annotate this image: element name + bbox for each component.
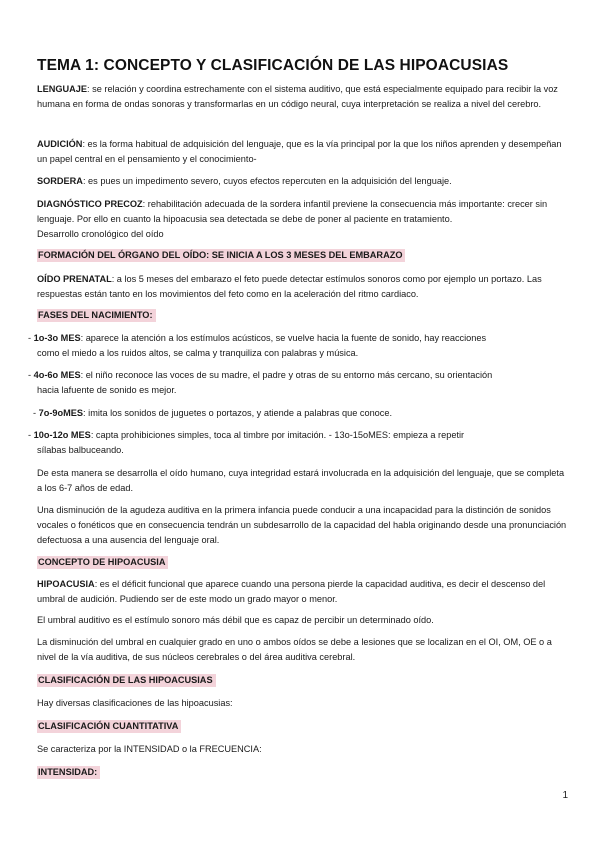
- text-fase-3: : imita los sonidos de juguetes o portazos, y atiende a palabras que conoce.: [83, 408, 393, 418]
- text-hipoacusia: : es el déficit funcional que aparece cuando una persona pierde la capacidad auditiva, es decir el descenso del umbral de audición. Pudiendo ser de este modo un grado mayor o menor.: [37, 579, 546, 605]
- heading-concepto: CONCEPTO DE HIPOACUSIA: [37, 556, 168, 569]
- page-number: 1: [562, 790, 568, 801]
- heading-intensidad: INTENSIDAD:: [37, 766, 100, 779]
- term-lenguaje: LENGUAJE: [37, 84, 88, 94]
- text-diagnostico: : rehabilitación adecuada de la sordera infantil previene la consecuencia más importante: crecer sin lenguaje. Por ello en cuanto la hipoacusia sea detectada se debe de poner al paciente en tratamiento.: [37, 199, 548, 225]
- term-sordera: SORDERA: [37, 176, 83, 186]
- paragraph-hipoacusia: [37, 577, 567, 607]
- list-item-fase-4: [28, 428, 568, 458]
- heading-formacion: FORMACIÓN DEL ÓRGANO DEL OÍDO: SE INICIA A LOS 3 MESES DEL EMBARAZO: [37, 249, 405, 262]
- text-fase-1: : aparece la atención a los estímulos acústicos, se vuelve hacia la fuente de sonido, hay reacciones: [80, 333, 487, 343]
- paragraph-disminucion: Una disminución de la agudeza auditiva en la primera infancia puede conducir a una incapacidad para la distinción de sonidos vocales o fonéticos que en consecuencia tendrán un subdesarrollo de la capacidad del habla originando desde una pronunciación defectuosa a una ausencia del lenguaje oral.: [37, 505, 567, 546]
- paragraph-sordera: [37, 174, 567, 189]
- text-fase-2: : el niño reconoce las voces de su madre, el padre y otras de su entorno más cercano, su orientación: [80, 370, 493, 380]
- dash-3: -: [33, 408, 37, 418]
- list-item-fase-2: [28, 368, 568, 398]
- text-desarrollo-cronologico: Desarrollo cronológico del oído: [37, 229, 164, 240]
- term-audicion: AUDICIÓN: [37, 139, 83, 149]
- text-audicion: : es la forma habitual de adquisición del lenguaje, que es la vía principal por la que los niños aprenden y desempeñan un papel central en el pensamiento y el conocimiento-: [37, 139, 562, 165]
- text-lenguaje: : se relación y coordina estrechamente con el sistema auditivo, que está especialmente equipado para recibir la voz humana en forma de ondas sonoras y transformarlas en un código neural, cuya interpretación se realiza a nivel del cerebro.: [37, 84, 558, 110]
- term-diagnostico: DIAGNÓSTICO PRECOZ: [37, 199, 143, 209]
- cont-fase-2: hacia lafuente de sonido es mejor.: [37, 385, 177, 396]
- list-item-fase-1: [28, 331, 568, 361]
- term-oido-prenatal: OÍDO PRENATAL: [37, 274, 112, 284]
- text-sordera: : es pues un impedimento severo, cuyos efectos repercuten en la adquisición del lenguaje.: [82, 176, 452, 186]
- paragraph-diversas: Hay diversas clasificaciones de las hipoacusias:: [37, 698, 233, 708]
- page-title: TEMA 1: CONCEPTO Y CLASIFICACIÓN DE LAS HIPOACUSIAS: [37, 57, 509, 74]
- text-oido-prenatal: : a los 5 meses del embarazo el feto puede detectar estímulos sonoros como por ejemplo un portazo. Las respuestas están tanto en los movimientos del feto como en la aceleración del ritmo cardiaco.: [37, 274, 542, 300]
- paragraph-lenguaje: [37, 82, 567, 112]
- paragraph-umbral: El umbral auditivo es el estímulo sonoro más débil que es capaz de percibir un determinado oído.: [37, 615, 434, 625]
- dash-2: -: [28, 370, 32, 380]
- paragraph-lesiones: La disminución del umbral en cualquier grado en uno o ambos oídos se debe a lesiones que se localizan en el OI, OM, OE o a nivel de la vía auditiva, de sus núcleos cerebrales o del área auditiva cerebral.: [37, 637, 552, 663]
- heading-cuantitativa: CLASIFICACIÓN CUANTITATIVA: [37, 720, 181, 733]
- term-fase-2: 4o-6o MES: [33, 370, 81, 380]
- term-fase-1: 1o-3o MES: [33, 333, 81, 343]
- term-fase-4: 10o-12o MES: [33, 430, 91, 440]
- cont-fase-1: como el miedo a los ruidos altos, se calma y tranquiliza con palabras y música.: [37, 348, 359, 359]
- list-item-fase-3: [33, 406, 573, 421]
- cont-fase-4: sílabas balbuceando.: [37, 445, 124, 456]
- paragraph-audicion: [37, 137, 567, 167]
- dash-1: -: [28, 333, 32, 343]
- paragraph-intensidad: Se caracteriza por la INTENSIDAD o la FRECUENCIA:: [37, 744, 262, 754]
- heading-clasificacion: CLASIFICACIÓN DE LAS HIPOACUSIAS: [37, 674, 216, 687]
- term-hipoacusia: HIPOACUSIA: [37, 579, 95, 589]
- paragraph-oido-prenatal: [37, 272, 567, 302]
- paragraph-diagnostico: [37, 197, 567, 243]
- heading-fases: FASES DEL NACIMIENTO:: [37, 309, 156, 322]
- paragraph-desarrolla: De esta manera se desarrolla el oído humano, cuya integridad estará involucrada en la adquisición del lenguaje, que se completa a los 6-7 años de edad.: [37, 468, 565, 494]
- text-fase-4: : capta prohibiciones simples, toca al timbre por imitación. - 13o-15oMES: empieza a repetir: [90, 430, 465, 440]
- term-fase-3: 7o-9oMES: [38, 408, 84, 418]
- dash-4: -: [28, 430, 32, 440]
